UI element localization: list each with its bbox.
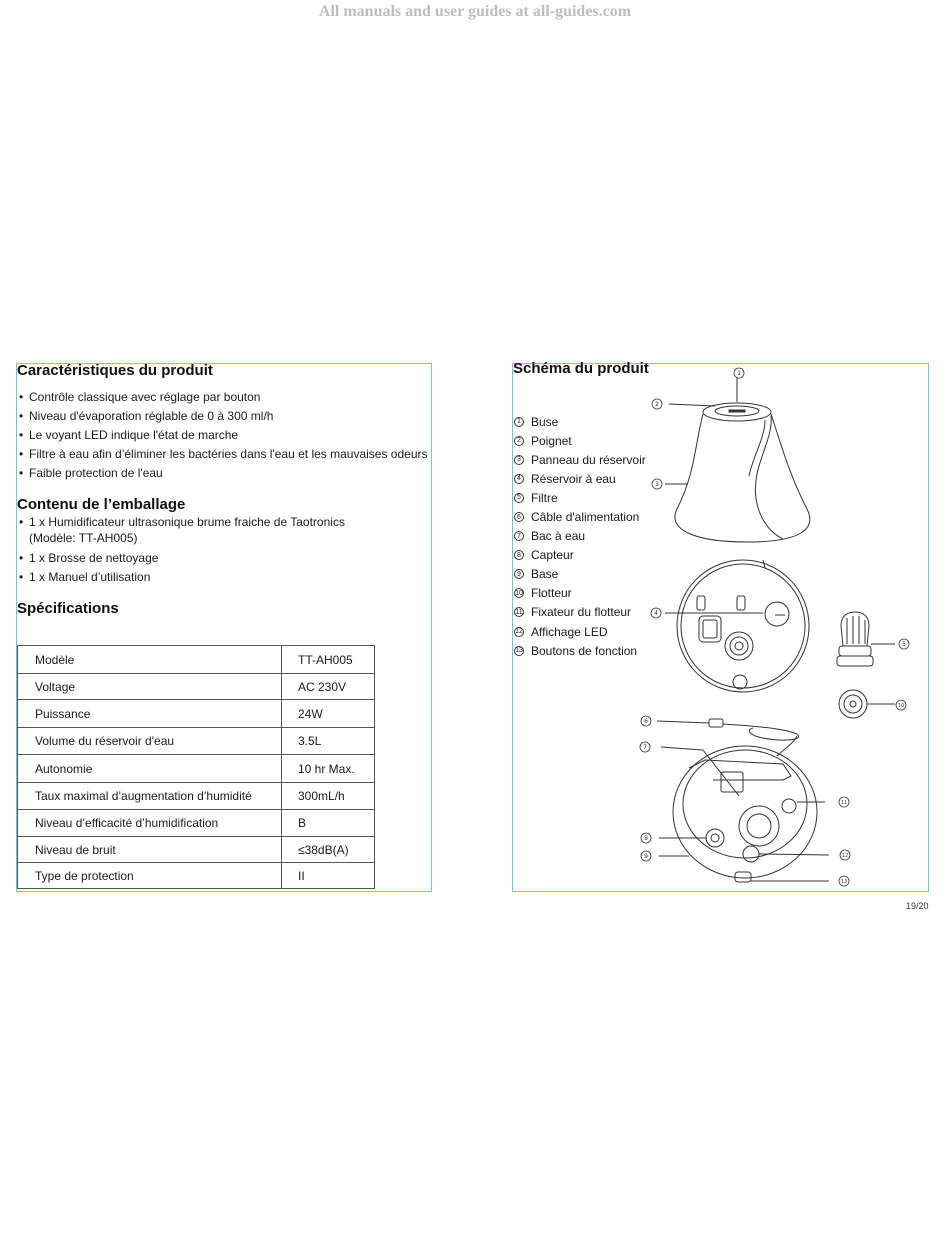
power-cable-view bbox=[657, 719, 799, 756]
part-number: 8 bbox=[514, 550, 524, 560]
list-item: • 1 x Brosse de nettoyage bbox=[17, 549, 362, 568]
filter-view bbox=[837, 612, 895, 666]
table-row bbox=[18, 700, 375, 728]
spec-value: 10 hr Max. bbox=[282, 755, 375, 783]
callout-1 bbox=[734, 368, 744, 378]
list-item: • Niveau d'évaporation réglable de 0 à 300 ml/h bbox=[17, 407, 428, 426]
part-number: 5 bbox=[514, 493, 524, 503]
callout-3 bbox=[652, 479, 662, 489]
part-number: 2 bbox=[514, 436, 524, 446]
part-label: Fixateur du flotteur bbox=[531, 605, 632, 620]
part-label: Poignet bbox=[531, 433, 572, 448]
spec-value: II bbox=[282, 863, 375, 889]
parts-legend bbox=[513, 412, 646, 660]
left-panel bbox=[16, 363, 432, 892]
callout-10 bbox=[896, 700, 906, 710]
callout-6 bbox=[641, 716, 651, 726]
callout-number: 3 bbox=[655, 481, 659, 488]
list-item bbox=[513, 507, 646, 526]
features-title: Caractéristiques du produit bbox=[17, 362, 213, 379]
list-item bbox=[513, 469, 646, 488]
spec-label: Niveau d’efficacité d’humidification bbox=[18, 810, 282, 837]
part-number: 12 bbox=[515, 628, 523, 636]
list-item bbox=[513, 450, 646, 469]
callout-number: 9 bbox=[644, 853, 648, 860]
spec-label: Type de protection bbox=[18, 863, 282, 889]
table-row bbox=[18, 646, 375, 674]
list-item bbox=[513, 565, 646, 584]
table-row bbox=[18, 783, 375, 810]
table-row bbox=[18, 863, 375, 889]
list-item: • Contrôle classique avec réglage par bouton bbox=[17, 388, 428, 407]
spec-label: Puissance bbox=[18, 700, 282, 728]
callout-number: 6 bbox=[644, 718, 648, 725]
part-label: Base bbox=[531, 567, 559, 582]
float-view bbox=[839, 690, 895, 718]
list-item: • Filtre à eau afin d’éliminer les bactéries dans l'eau et les mauvaises odeurs bbox=[17, 445, 428, 464]
part-label: Bac à eau bbox=[531, 529, 586, 544]
part-number: 7 bbox=[514, 531, 524, 541]
watermark: All manuals and user guides at all-guides.com bbox=[318, 3, 632, 20]
spec-value: 3.5L bbox=[282, 728, 375, 755]
callout-13 bbox=[839, 876, 849, 886]
part-number: 6 bbox=[514, 512, 524, 522]
list-item bbox=[513, 603, 646, 622]
humidifier-top-view bbox=[665, 378, 810, 542]
part-label: Affichage LED bbox=[531, 624, 608, 639]
list-item: • Faible protection de l'eau bbox=[17, 464, 428, 483]
callout-number: 5 bbox=[902, 641, 906, 648]
list-item bbox=[513, 641, 646, 660]
list-item bbox=[513, 431, 646, 450]
spec-label: Voltage bbox=[18, 674, 282, 700]
part-number: 13 bbox=[515, 647, 523, 655]
list-item bbox=[513, 488, 646, 507]
spec-value: ≤38dB(A) bbox=[282, 837, 375, 863]
page-number: 19/20 bbox=[906, 901, 929, 911]
part-label: Buse bbox=[531, 414, 559, 429]
callout-number: 1 bbox=[737, 370, 741, 377]
features-list bbox=[17, 388, 428, 483]
list-item bbox=[513, 584, 646, 603]
part-label: Boutons de fonction bbox=[531, 643, 638, 658]
table-row bbox=[18, 755, 375, 783]
spec-label: Modèle bbox=[18, 646, 282, 674]
list-item bbox=[513, 412, 646, 431]
specs-title: Spécifications bbox=[17, 600, 119, 617]
spec-label: Niveau de bruit bbox=[18, 837, 282, 863]
part-label: Flotteur bbox=[531, 586, 572, 601]
callout-9 bbox=[641, 851, 651, 861]
part-label: Panneau du réservoir bbox=[531, 452, 646, 467]
part-number: 9 bbox=[514, 569, 524, 579]
callout-number: 8 bbox=[644, 835, 648, 842]
callout-number: 13 bbox=[840, 879, 848, 885]
table-row bbox=[18, 674, 375, 700]
spec-value: AC 230V bbox=[282, 674, 375, 700]
spec-label: Volume du réservoir d'eau bbox=[18, 728, 282, 755]
callout-number: 11 bbox=[840, 800, 848, 806]
list-item: • 1 x Humidificateur ultrasonique brume fraiche de Taotronics (Modèle: TT-AH005) bbox=[17, 514, 362, 546]
part-number: 10 bbox=[515, 589, 523, 597]
callout-number: 4 bbox=[654, 610, 658, 617]
list-item: • Le voyant LED indique l'état de marche bbox=[17, 426, 428, 445]
spec-label: Autonomie bbox=[18, 755, 282, 783]
part-number: 3 bbox=[514, 455, 524, 465]
list-item bbox=[513, 527, 646, 546]
specs-table bbox=[17, 645, 375, 889]
callout-number: 12 bbox=[841, 853, 849, 859]
base-view bbox=[659, 746, 829, 882]
package-list bbox=[17, 514, 362, 587]
table-row bbox=[18, 810, 375, 837]
product-diagram bbox=[633, 364, 930, 893]
callout-12 bbox=[840, 850, 850, 860]
callout-number: 10 bbox=[897, 703, 905, 709]
callout-7 bbox=[640, 742, 650, 752]
list-item bbox=[513, 622, 646, 641]
callout-2 bbox=[652, 399, 662, 409]
schema-title: Schéma du produit bbox=[513, 360, 649, 377]
table-row bbox=[18, 728, 375, 755]
part-number: 1 bbox=[514, 417, 524, 427]
right-panel bbox=[512, 360, 929, 892]
part-label: Câble d'alimentation bbox=[531, 510, 640, 525]
spec-value: 24W bbox=[282, 700, 375, 728]
part-label: Capteur bbox=[531, 548, 574, 563]
package-title: Contenu de l’emballage bbox=[17, 496, 186, 513]
spec-value: TT-AH005 bbox=[282, 646, 375, 674]
table-row bbox=[18, 837, 375, 863]
part-number: 11 bbox=[515, 608, 523, 616]
callout-8 bbox=[641, 833, 651, 843]
part-label: Réservoir à eau bbox=[531, 471, 616, 486]
spec-label: Taux maximal d’augmentation d’humidité bbox=[18, 783, 282, 810]
spec-value: B bbox=[282, 810, 375, 837]
water-tank-view bbox=[665, 560, 809, 692]
list-item: • 1 x Manuel d’utilisation bbox=[17, 568, 362, 587]
callout-number: 7 bbox=[643, 744, 647, 751]
callout-5 bbox=[899, 639, 909, 649]
spec-value: 300mL/h bbox=[282, 783, 375, 810]
part-number: 4 bbox=[514, 474, 524, 484]
part-label: Filtre bbox=[531, 490, 558, 505]
list-item bbox=[513, 546, 646, 565]
callout-11 bbox=[839, 797, 849, 807]
callout-4 bbox=[651, 608, 661, 618]
callout-number: 2 bbox=[655, 401, 659, 408]
